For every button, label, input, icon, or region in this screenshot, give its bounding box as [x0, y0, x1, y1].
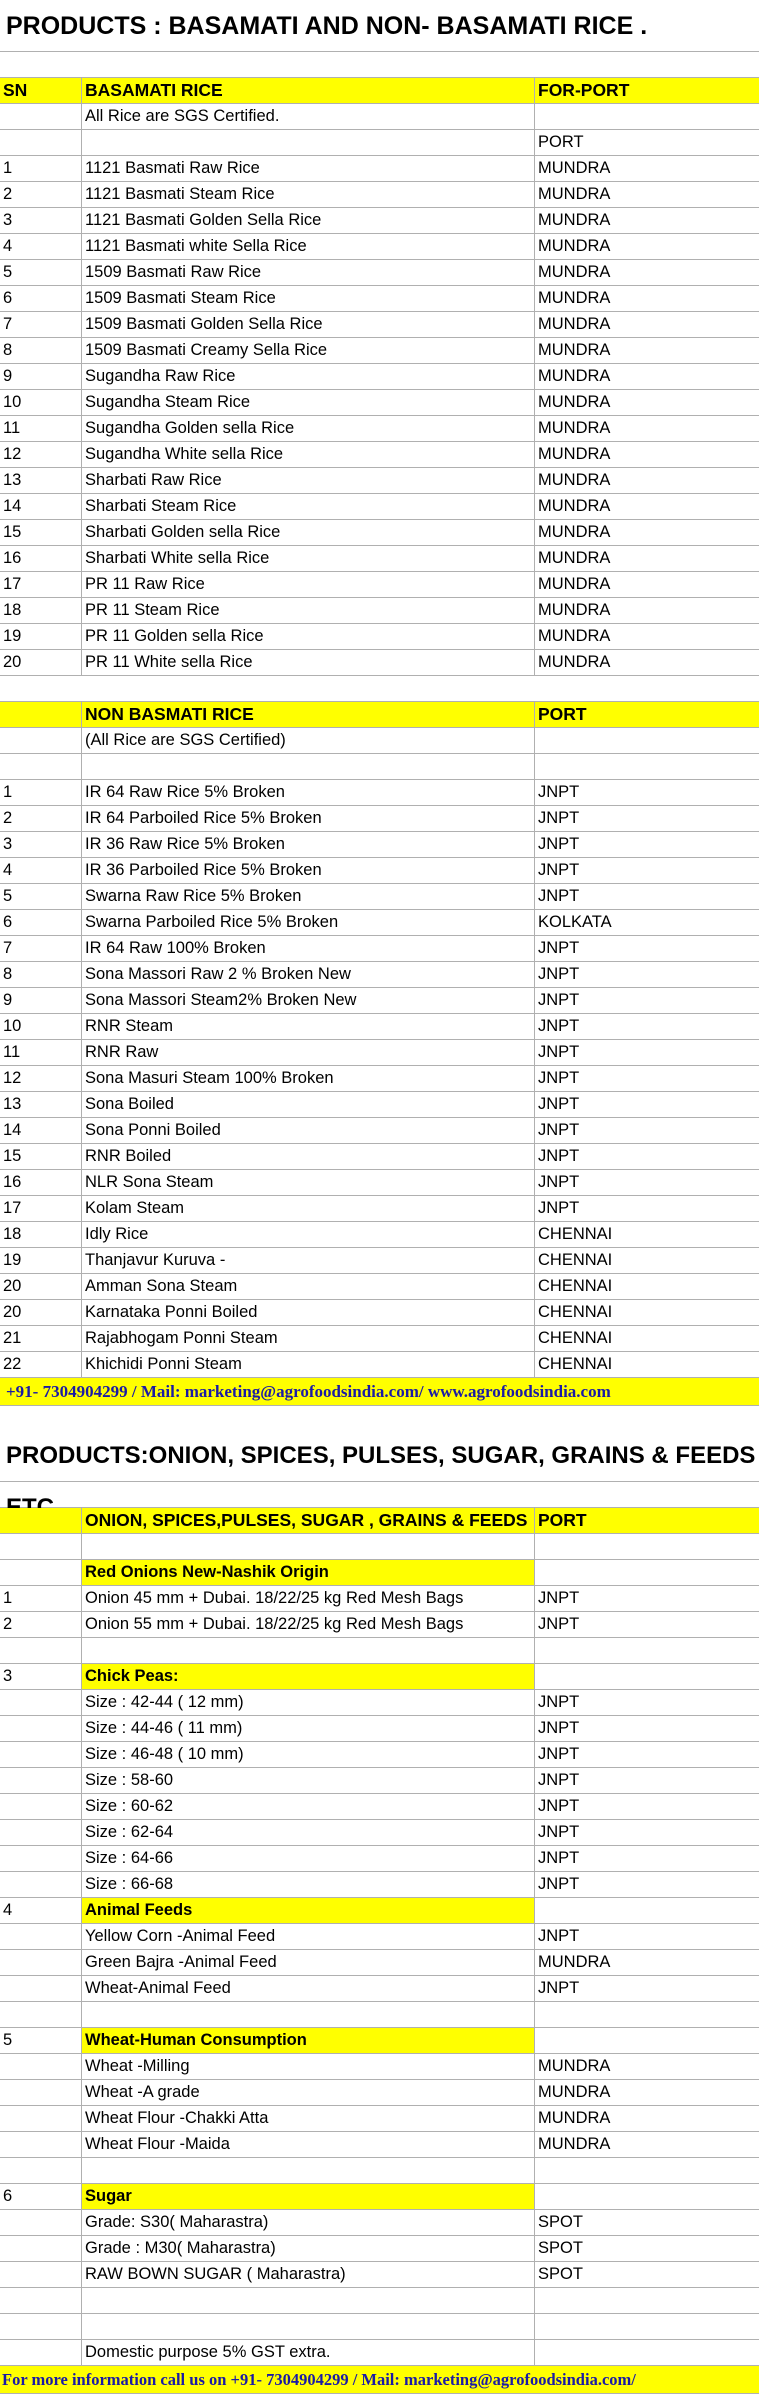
- onion-heading: Red Onions New-Nashik Origin: [82, 1560, 535, 1585]
- row-port: MUNDRA: [538, 575, 611, 593]
- row-product: PR 11 Golden sella Rice: [82, 624, 535, 649]
- wheat-heading: Wheat-Human Consumption: [82, 2028, 535, 2053]
- row-product: IR 64 Raw 100% Broken: [82, 936, 535, 961]
- row-port: JNPT: [538, 991, 580, 1009]
- table-row: [0, 2262, 759, 2288]
- row-product: Yellow Corn -Animal Feed: [82, 1924, 535, 1949]
- row-sn: 8: [0, 962, 82, 987]
- table-row: [0, 572, 759, 598]
- gst-note-row: [0, 2340, 759, 2366]
- table-row: [0, 2054, 759, 2080]
- table-row: [0, 1586, 759, 1612]
- onion-rows: [0, 1586, 759, 1638]
- row-port: JNPT: [538, 1017, 580, 1035]
- row-port: JNPT: [538, 1121, 580, 1139]
- row-port: MUNDRA: [538, 419, 611, 437]
- row-port: MUNDRA: [538, 497, 611, 515]
- row-product: Sharbati Golden sella Rice: [82, 520, 535, 545]
- chickpeas-heading: Chick Peas:: [82, 1664, 535, 1689]
- row-sn: 2: [0, 806, 82, 831]
- table-row: [0, 1092, 759, 1118]
- row-port: JNPT: [538, 1849, 580, 1867]
- row-product: 1509 Basmati Raw Rice: [82, 260, 535, 285]
- table-row: [0, 1976, 759, 2002]
- row-sn: 16: [0, 546, 82, 571]
- group-sn: 3: [0, 1664, 82, 1689]
- row-port: JNPT: [538, 965, 580, 983]
- row-product: 1509 Basmati Steam Rice: [82, 286, 535, 311]
- row-product: Wheat -A grade: [82, 2080, 535, 2105]
- row-port: SPOT: [538, 2239, 583, 2257]
- section-title-rice: PRODUCTS : BASAMATI AND NON- BASAMATI RICE .: [0, 0, 759, 52]
- table-row: [0, 1768, 759, 1794]
- feeds-rows: [0, 1924, 759, 2002]
- note-row: [0, 104, 759, 130]
- table-header-basmati: [0, 78, 759, 104]
- row-sn: 8: [0, 338, 82, 363]
- row-product: 1509 Basmati Golden Sella Rice: [82, 312, 535, 337]
- row-sn: 9: [0, 988, 82, 1013]
- table-row: [0, 520, 759, 546]
- row-sn: 11: [0, 416, 82, 441]
- basmati-rows: [0, 156, 759, 676]
- row-product: Size : 42-44 ( 12 mm): [82, 1690, 535, 1715]
- row-sn: 1: [0, 780, 82, 805]
- row-port: JNPT: [538, 809, 580, 827]
- row-sn: 19: [0, 624, 82, 649]
- row-product: RNR Steam: [82, 1014, 535, 1039]
- row-sn: 5: [0, 260, 82, 285]
- row-port: MUNDRA: [538, 2083, 611, 2101]
- row-sn: 13: [0, 468, 82, 493]
- table-header-non-basmati: [0, 702, 759, 728]
- row-sn: 3: [0, 208, 82, 233]
- row-port: MUNDRA: [538, 263, 611, 281]
- row-sn: 3: [0, 832, 82, 857]
- sgs-note: (All Rice are SGS Certified): [82, 728, 535, 753]
- group-sn: 6: [0, 2184, 82, 2209]
- port-subheader-row: [0, 130, 759, 156]
- table-row: [0, 1040, 759, 1066]
- group-sn: 5: [0, 2028, 82, 2053]
- table-header-other: [0, 1508, 759, 1534]
- row-product: PR 11 White sella Rice: [82, 650, 535, 675]
- row-port: MUNDRA: [538, 185, 611, 203]
- row-port: SPOT: [538, 2213, 583, 2231]
- chickpeas-rows: [0, 1690, 759, 1898]
- header-sn: SN: [0, 78, 82, 103]
- table-row: [0, 1716, 759, 1742]
- sugar-rows: [0, 2210, 759, 2288]
- table-row: [0, 234, 759, 260]
- table-row: [0, 390, 759, 416]
- row-port: MUNDRA: [538, 627, 611, 645]
- table-row: [0, 1274, 759, 1300]
- row-product: 1121 Basmati Steam Rice: [82, 182, 535, 207]
- table-row: [0, 2236, 759, 2262]
- row-port: MUNDRA: [538, 315, 611, 333]
- blank-row: [0, 676, 759, 702]
- table-row: [0, 260, 759, 286]
- row-port: JNPT: [538, 1979, 580, 1997]
- row-product: Swarna Parboiled Rice 5% Broken: [82, 910, 535, 935]
- row-product: Size : 46-48 ( 10 mm): [82, 1742, 535, 1767]
- table-row: [0, 1950, 759, 1976]
- row-sn: 6: [0, 910, 82, 935]
- table-row: [0, 962, 759, 988]
- header-other-products: ONION, SPICES,PULSES, SUGAR , GRAINS & FEEDS: [82, 1508, 535, 1533]
- row-port: MUNDRA: [538, 471, 611, 489]
- row-port: JNPT: [538, 1823, 580, 1841]
- row-port: JNPT: [538, 1745, 580, 1763]
- group-heading-sugar: [0, 2184, 759, 2210]
- row-product: Onion 55 mm + Dubai. 18/22/25 kg Red Mesh Bags: [82, 1612, 535, 1637]
- row-product: RNR Boiled: [82, 1144, 535, 1169]
- table-row: [0, 2210, 759, 2236]
- row-port: JNPT: [538, 1043, 580, 1061]
- row-product: Size : 66-68: [82, 1872, 535, 1897]
- row-product: Wheat Flour -Chakki Atta: [82, 2106, 535, 2131]
- row-port: CHENNAI: [538, 1225, 613, 1243]
- sgs-note: All Rice are SGS Certified.: [82, 104, 535, 129]
- row-product: Sugandha Raw Rice: [82, 364, 535, 389]
- header-port: PORT: [538, 1510, 587, 1530]
- blank-row: [0, 1638, 759, 1664]
- row-port: MUNDRA: [538, 393, 611, 411]
- table-row: [0, 182, 759, 208]
- table-row: [0, 1794, 759, 1820]
- table-row: [0, 1196, 759, 1222]
- row-port: JNPT: [538, 1589, 580, 1607]
- row-sn: 6: [0, 286, 82, 311]
- table-row: [0, 1118, 759, 1144]
- row-product: Sharbati Steam Rice: [82, 494, 535, 519]
- row-sn: 1: [0, 156, 82, 181]
- table-row: [0, 208, 759, 234]
- row-port: MUNDRA: [538, 341, 611, 359]
- row-product: Grade : M30( Maharastra): [82, 2236, 535, 2261]
- blank-row: [0, 2158, 759, 2184]
- table-row: [0, 468, 759, 494]
- row-product: Onion 45 mm + Dubai. 18/22/25 kg Red Mesh Bags: [82, 1586, 535, 1611]
- table-row: [0, 338, 759, 364]
- row-product: Sona Masuri Steam 100% Broken: [82, 1066, 535, 1091]
- row-product: Grade: S30( Maharastra): [82, 2210, 535, 2235]
- row-port: MUNDRA: [538, 1953, 611, 1971]
- row-product: IR 36 Parboiled Rice 5% Broken: [82, 858, 535, 883]
- row-product: Size : 58-60: [82, 1768, 535, 1793]
- row-product: Green Bajra -Animal Feed: [82, 1950, 535, 1975]
- row-product: Khichidi Ponni Steam: [82, 1352, 535, 1377]
- row-product: PR 11 Steam Rice: [82, 598, 535, 623]
- row-sn: 7: [0, 936, 82, 961]
- wheat-rows: [0, 2054, 759, 2158]
- row-sn: 12: [0, 1066, 82, 1091]
- row-port: MUNDRA: [538, 289, 611, 307]
- row-product: Idly Rice: [82, 1222, 535, 1247]
- row-port: JNPT: [538, 1927, 580, 1945]
- blank-row: [0, 2002, 759, 2028]
- sugar-heading: Sugar: [82, 2184, 535, 2209]
- row-port: SPOT: [538, 2265, 583, 2283]
- feeds-heading: Animal Feeds: [82, 1898, 535, 1923]
- port-subheader: PORT: [538, 133, 584, 151]
- group-heading-feeds: [0, 1898, 759, 1924]
- table-row: [0, 936, 759, 962]
- blank-row: [0, 1406, 759, 1430]
- row-sn: 2: [0, 1612, 82, 1637]
- table-row: [0, 1144, 759, 1170]
- row-sn: 18: [0, 1222, 82, 1247]
- table-row: [0, 1690, 759, 1716]
- row-product: Amman Sona Steam: [82, 1274, 535, 1299]
- row-product: Swarna Raw Rice 5% Broken: [82, 884, 535, 909]
- row-product: Wheat-Animal Feed: [82, 1976, 535, 2001]
- row-product: Sugandha Golden sella Rice: [82, 416, 535, 441]
- row-product: Rajabhogam Ponni Steam: [82, 1326, 535, 1351]
- row-port: JNPT: [538, 887, 580, 905]
- non-basmati-rows: [0, 780, 759, 1378]
- row-product: 1121 Basmati Raw Rice: [82, 156, 535, 181]
- table-row: [0, 1820, 759, 1846]
- blank-row: [0, 2314, 759, 2340]
- header-for-port: FOR-PORT: [538, 80, 630, 100]
- table-row: [0, 1846, 759, 1872]
- row-sn: 4: [0, 234, 82, 259]
- row-product: Wheat Flour -Maida: [82, 2132, 535, 2157]
- row-product: Sharbati White sella Rice: [82, 546, 535, 571]
- row-product: Sugandha White sella Rice: [82, 442, 535, 467]
- row-product: 1121 Basmati Golden Sella Rice: [82, 208, 535, 233]
- table-row: [0, 1014, 759, 1040]
- row-product: NLR Sona Steam: [82, 1170, 535, 1195]
- row-product: Wheat -Milling: [82, 2054, 535, 2079]
- row-product: Karnataka Ponni Boiled: [82, 1300, 535, 1325]
- row-product: Sona Massori Raw 2 % Broken New: [82, 962, 535, 987]
- blank-row: [0, 1482, 759, 1508]
- row-port: JNPT: [538, 861, 580, 879]
- row-product: RAW BOWN SUGAR ( Maharastra): [82, 2262, 535, 2287]
- row-product: Thanjavur Kuruva -: [82, 1248, 535, 1273]
- table-row: [0, 884, 759, 910]
- row-product: Sugandha Steam Rice: [82, 390, 535, 415]
- header-basmati-rice: BASAMATI RICE: [82, 78, 535, 103]
- header-non-basmati-rice: NON BASMATI RICE: [82, 702, 535, 727]
- note-row: [0, 728, 759, 754]
- row-sn: 11: [0, 1040, 82, 1065]
- row-sn: 17: [0, 572, 82, 597]
- row-port: JNPT: [538, 783, 580, 801]
- row-port: JNPT: [538, 1173, 580, 1191]
- row-port: JNPT: [538, 1797, 580, 1815]
- table-row: [0, 858, 759, 884]
- row-sn: 12: [0, 442, 82, 467]
- row-product: 1509 Basmati Creamy Sella Rice: [82, 338, 535, 363]
- table-row: [0, 1352, 759, 1378]
- row-port: JNPT: [538, 1875, 580, 1893]
- table-row: [0, 1612, 759, 1638]
- row-sn: 22: [0, 1352, 82, 1377]
- table-row: [0, 286, 759, 312]
- row-port: MUNDRA: [538, 549, 611, 567]
- row-port: CHENNAI: [538, 1277, 613, 1295]
- row-product: 1121 Basmati white Sella Rice: [82, 234, 535, 259]
- table-row: [0, 1066, 759, 1092]
- row-sn: 20: [0, 1300, 82, 1325]
- row-sn: 20: [0, 650, 82, 675]
- row-sn: 9: [0, 364, 82, 389]
- row-product: Sharbati Raw Rice: [82, 468, 535, 493]
- row-port: KOLKATA: [538, 913, 612, 931]
- contact-footer: +91- 7304904299 / Mail: marketing@agrofoodsindia.com/ www.agrofoodsindia.com: [0, 1378, 759, 1406]
- row-sn: 14: [0, 1118, 82, 1143]
- table-row: [0, 2132, 759, 2158]
- row-port: CHENNAI: [538, 1251, 613, 1269]
- table-row: [0, 832, 759, 858]
- row-port: JNPT: [538, 1069, 580, 1087]
- row-port: MUNDRA: [538, 445, 611, 463]
- row-product: Size : 64-66: [82, 1846, 535, 1871]
- row-port: JNPT: [538, 1693, 580, 1711]
- row-port: JNPT: [538, 1147, 580, 1165]
- table-row: [0, 1300, 759, 1326]
- row-product: Size : 44-46 ( 11 mm): [82, 1716, 535, 1741]
- row-port: JNPT: [538, 1771, 580, 1789]
- blank-row: [0, 754, 759, 780]
- row-port: CHENNAI: [538, 1329, 613, 1347]
- gst-note: Domestic purpose 5% GST extra.: [82, 2340, 535, 2365]
- row-sn: 10: [0, 1014, 82, 1039]
- row-port: MUNDRA: [538, 2057, 611, 2075]
- row-sn: 14: [0, 494, 82, 519]
- row-sn: 18: [0, 598, 82, 623]
- table-row: [0, 910, 759, 936]
- row-port: JNPT: [538, 1615, 580, 1633]
- row-sn: 21: [0, 1326, 82, 1351]
- row-port: MUNDRA: [538, 523, 611, 541]
- row-port: JNPT: [538, 1095, 580, 1113]
- group-heading-chickpeas: [0, 1664, 759, 1690]
- row-sn: 17: [0, 1196, 82, 1221]
- group-sn: 4: [0, 1898, 82, 1923]
- row-port: MUNDRA: [538, 2135, 611, 2153]
- row-port: MUNDRA: [538, 159, 611, 177]
- row-port: MUNDRA: [538, 367, 611, 385]
- row-product: Sona Ponni Boiled: [82, 1118, 535, 1143]
- row-product: Size : 62-64: [82, 1820, 535, 1845]
- row-port: MUNDRA: [538, 237, 611, 255]
- table-row: [0, 598, 759, 624]
- row-product: Sona Boiled: [82, 1092, 535, 1117]
- table-row: [0, 780, 759, 806]
- group-heading-onion: [0, 1560, 759, 1586]
- row-port: JNPT: [538, 1199, 580, 1217]
- table-row: [0, 1170, 759, 1196]
- table-row: [0, 650, 759, 676]
- row-port: CHENNAI: [538, 1355, 613, 1373]
- header-port: PORT: [538, 704, 587, 724]
- table-row: [0, 624, 759, 650]
- row-product: RNR Raw: [82, 1040, 535, 1065]
- table-row: [0, 988, 759, 1014]
- table-row: [0, 364, 759, 390]
- row-port: MUNDRA: [538, 2109, 611, 2127]
- row-sn: 13: [0, 1092, 82, 1117]
- table-row: [0, 156, 759, 182]
- row-port: MUNDRA: [538, 211, 611, 229]
- row-sn: 10: [0, 390, 82, 415]
- row-port: MUNDRA: [538, 653, 611, 671]
- table-row: [0, 1742, 759, 1768]
- table-row: [0, 1326, 759, 1352]
- row-sn: 4: [0, 858, 82, 883]
- row-sn: 15: [0, 1144, 82, 1169]
- row-product: Sona Massori Steam2% Broken New: [82, 988, 535, 1013]
- blank-row: [0, 52, 759, 78]
- contact-footer-bottom: For more information call us on +91- 7304904299 / Mail: marketing@agrofoodsindia.com/: [0, 2366, 759, 2394]
- row-port: MUNDRA: [538, 601, 611, 619]
- table-row: [0, 494, 759, 520]
- row-product: PR 11 Raw Rice: [82, 572, 535, 597]
- blank-row: [0, 1534, 759, 1560]
- row-product: IR 64 Parboiled Rice 5% Broken: [82, 806, 535, 831]
- row-port: CHENNAI: [538, 1303, 613, 1321]
- table-row: [0, 1248, 759, 1274]
- table-row: [0, 1872, 759, 1898]
- group-heading-wheat: [0, 2028, 759, 2054]
- table-row: [0, 2080, 759, 2106]
- blank-row: [0, 2288, 759, 2314]
- row-sn: 19: [0, 1248, 82, 1273]
- row-port: JNPT: [538, 939, 580, 957]
- row-port: JNPT: [538, 835, 580, 853]
- row-sn: 7: [0, 312, 82, 337]
- row-product: Kolam Steam: [82, 1196, 535, 1221]
- row-port: JNPT: [538, 1719, 580, 1737]
- table-row: [0, 546, 759, 572]
- row-sn: 15: [0, 520, 82, 545]
- section-title-other-products: PRODUCTS:ONION, SPICES, PULSES, SUGAR, GRAINS & FEEDS: [0, 1430, 759, 1482]
- row-sn: 1: [0, 1586, 82, 1611]
- table-row: [0, 416, 759, 442]
- table-row: [0, 2106, 759, 2132]
- row-sn: 5: [0, 884, 82, 909]
- table-row: [0, 1222, 759, 1248]
- row-sn: 16: [0, 1170, 82, 1195]
- table-row: [0, 806, 759, 832]
- table-row: [0, 312, 759, 338]
- row-product: IR 36 Raw Rice 5% Broken: [82, 832, 535, 857]
- row-sn: 2: [0, 182, 82, 207]
- row-product: Size : 60-62: [82, 1794, 535, 1819]
- row-product: IR 64 Raw Rice 5% Broken: [82, 780, 535, 805]
- table-row: [0, 442, 759, 468]
- table-row: [0, 1924, 759, 1950]
- row-sn: 20: [0, 1274, 82, 1299]
